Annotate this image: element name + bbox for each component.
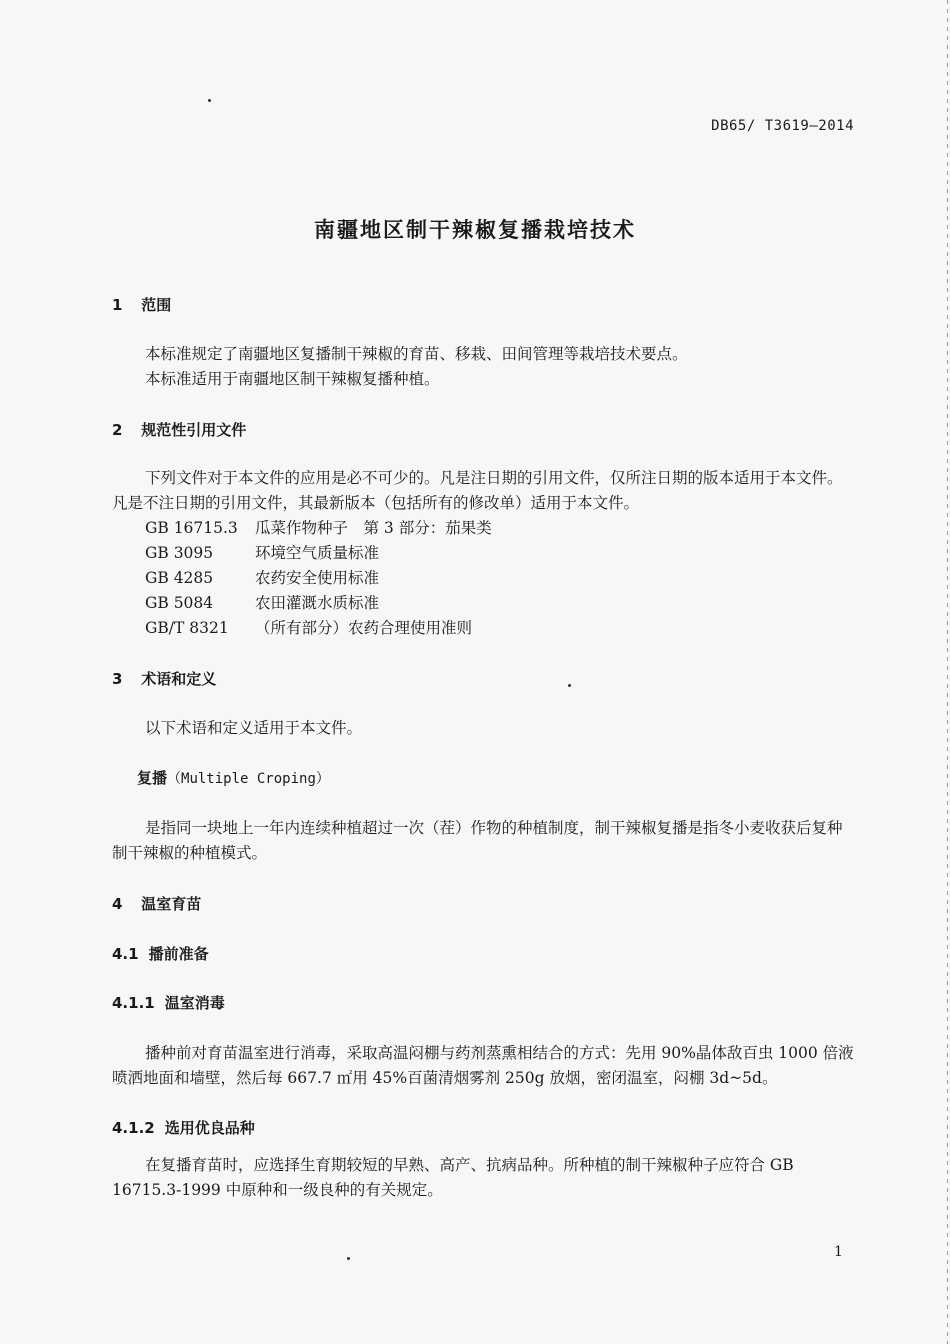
paragraph: 下列文件对于本文件的应用是必不可少的。凡是注日期的引用文件，仅所注日期的版本适用于本文件。凡是不注日期的引用文件，其最新版本（包括所有的修改单）适用于本文件。 [112, 469, 843, 512]
normative-reference-list [145, 516, 492, 641]
scan-edge-line [947, 0, 948, 1344]
section-title: 范围 [141, 296, 172, 314]
section-title: 规范性引用文件 [141, 421, 247, 439]
section-heading-4 [112, 893, 201, 914]
term-english-name: （Multiple Croping） [167, 771, 330, 787]
section-1-body [112, 342, 857, 392]
section-number: 2 [112, 421, 123, 439]
reference-title: （所有部分）农药合理使用准则 [255, 619, 473, 637]
section-number: 1 [112, 296, 123, 314]
section-heading-3 [112, 668, 216, 689]
paragraph: 播种前对育苗温室进行消毒，采取高温闷棚与药剂蒸熏相结合的方式：先用 90%晶体敌百虫 1000 倍液喷洒地面和墙壁，然后每 667.7 ㎡用 45%百菌清烟雾剂 250g 放烟，密闭温室，闷棚 3d~5d。 [112, 1044, 854, 1087]
section-title: 术语和定义 [141, 670, 217, 688]
reference-title: 农田灌溉水质标准 [255, 594, 380, 612]
reference-row [145, 541, 492, 566]
section-title: 温室消毒 [164, 994, 225, 1012]
paragraph: 在复播育苗时，应选择生育期较短的早熟、高产、抗病品种。所种植的制干辣椒种子应符合 GB 16715.3-1999 中原种和一级良种的有关规定。 [112, 1156, 794, 1199]
reference-row [145, 591, 492, 616]
paragraph: 本标准规定了南疆地区复播制干辣椒的育苗、移栽、田间管理等栽培技术要点。 [145, 345, 688, 363]
reference-code: GB 5084 [145, 594, 214, 612]
section-number: 4.1.1 [112, 994, 155, 1012]
reference-title: 环境空气质量标准 [255, 544, 380, 562]
scan-speck [568, 684, 571, 687]
term-name: 复播 [137, 769, 168, 787]
section-4-1-2-body [112, 1153, 857, 1203]
scan-speck [208, 99, 211, 102]
section-heading-4-1-1 [112, 992, 225, 1013]
reference-row [145, 616, 492, 641]
section-title: 温室育苗 [141, 895, 202, 913]
term-entry [137, 767, 330, 788]
reference-code: GB/T 8321 [145, 619, 229, 637]
reference-code: GB 3095 [145, 544, 214, 562]
paragraph: 本标准适用于南疆地区制干辣椒复播种植。 [145, 370, 440, 388]
paragraph: 以下术语和定义适用于本文件。 [145, 719, 363, 737]
section-2-intro [112, 466, 857, 516]
reference-title: 瓜菜作物种子 第 3 部分：茄果类 [255, 519, 492, 537]
section-heading-4-1-2 [112, 1117, 255, 1138]
reference-code: GB 16715.3 [145, 519, 238, 537]
section-title: 选用优良品种 [164, 1119, 255, 1137]
reference-code: GB 4285 [145, 569, 214, 587]
term-definition [112, 816, 857, 866]
section-heading-2 [112, 419, 246, 440]
section-heading-4-1 [112, 943, 209, 964]
page-number: 1 [834, 1244, 843, 1260]
reference-row [145, 516, 492, 541]
section-title: 播前准备 [148, 945, 209, 963]
section-number: 3 [112, 670, 123, 688]
section-number: 4 [112, 895, 123, 913]
reference-title: 农药安全使用标准 [255, 569, 380, 587]
document-code: DB65/ T3619—2014 [711, 118, 854, 134]
section-heading-1 [112, 294, 171, 315]
document-title: 南疆地区制干辣椒复播栽培技术 [314, 218, 636, 242]
section-3-intro [112, 716, 857, 741]
section-number: 4.1.2 [112, 1119, 155, 1137]
section-4-1-1-body [112, 1041, 857, 1091]
scan-speck [347, 1257, 350, 1260]
section-number: 4.1 [112, 945, 139, 963]
paragraph: 是指同一块地上一年内连续种植超过一次（茬）作物的种植制度，制干辣椒复播是指冬小麦收获后复种制干辣椒的种植模式。 [112, 819, 843, 862]
reference-row [145, 566, 492, 591]
